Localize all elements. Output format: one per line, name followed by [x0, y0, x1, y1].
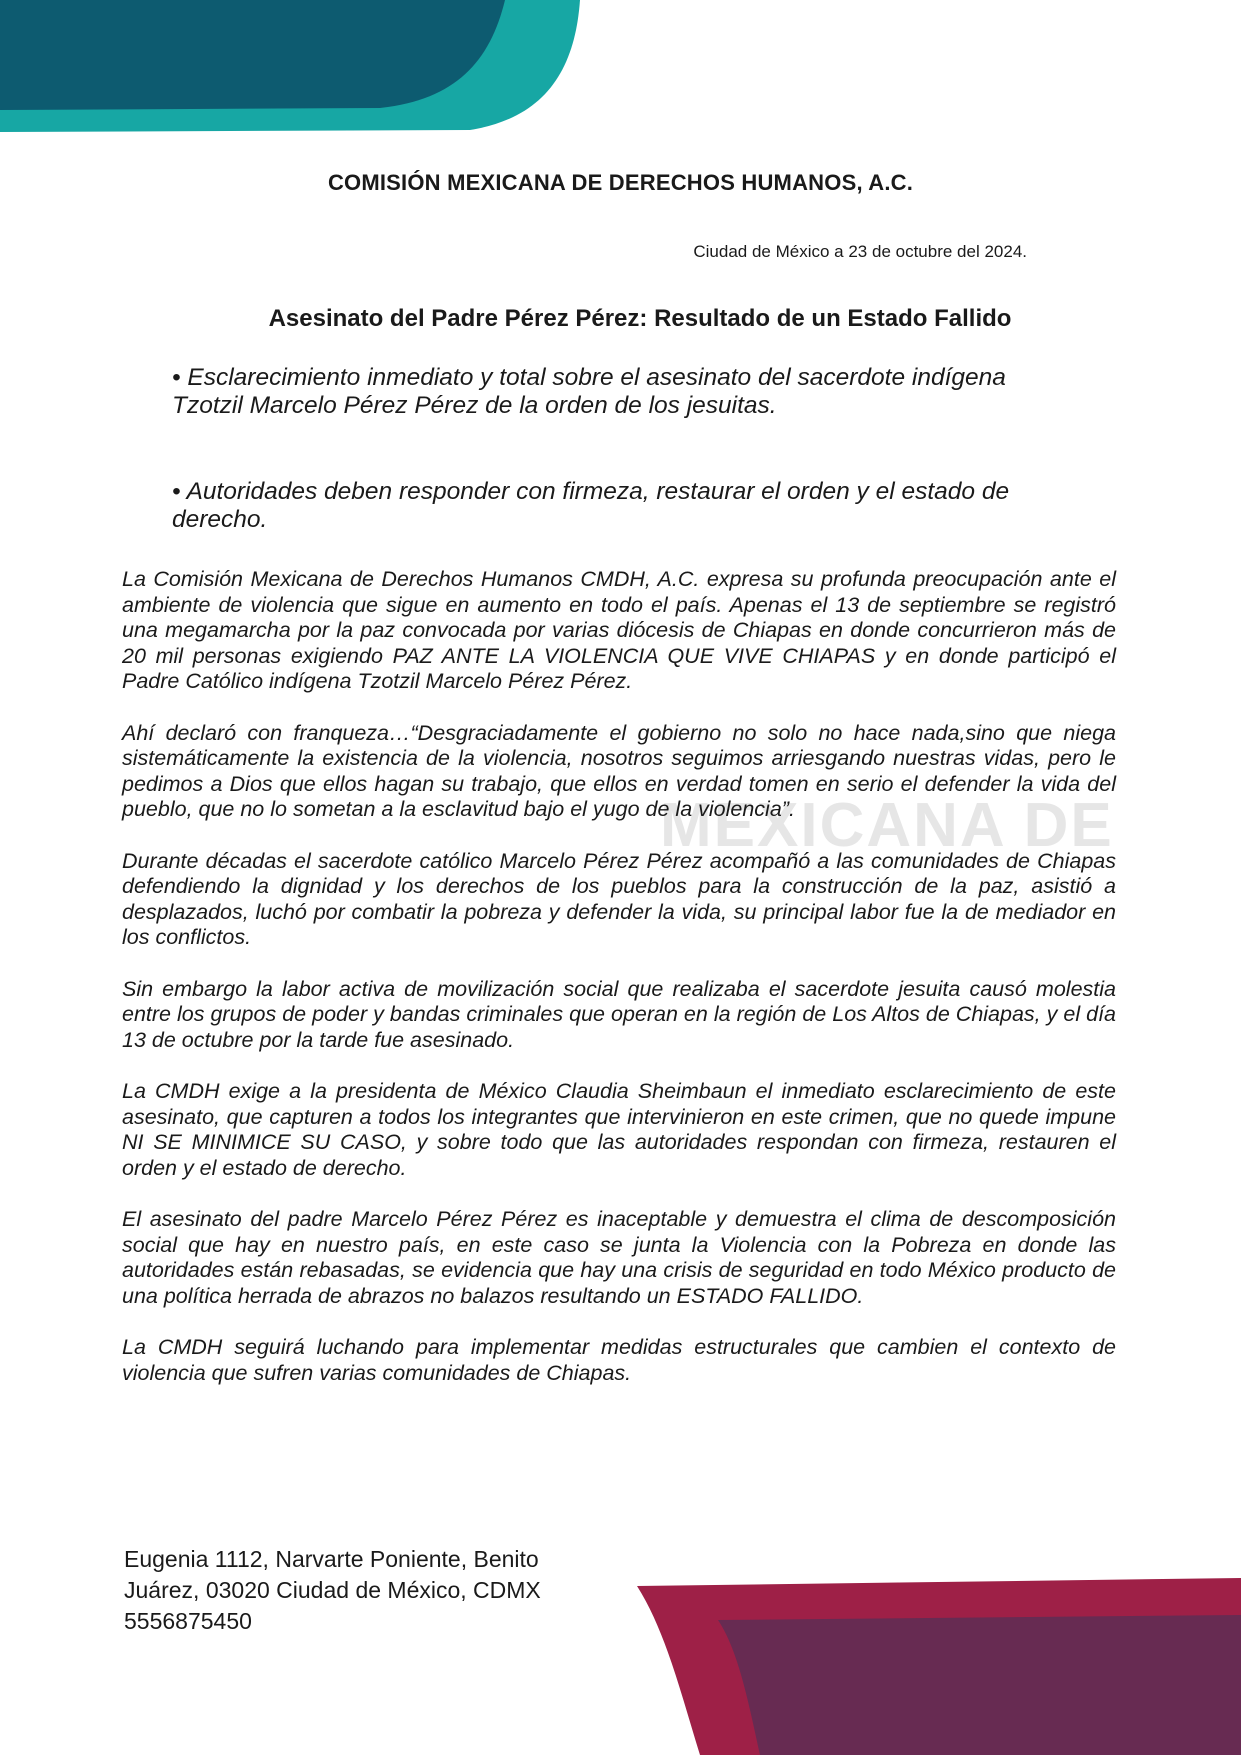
address-line: Eugenia 1112, Narvarte Poniente, Benito [124, 1546, 539, 1572]
page-title: Asesinato del Padre Pérez Pérez: Resultado de un Estado Fallido [268, 305, 1012, 332]
watermark-text: MEXICANA DE [660, 791, 1114, 860]
bullet-item: • Esclarecimiento inmediato y total sobre el asesinato del sacerdote indígena Tzotzil Marcelo Pérez Pérez de la orden de los jesuitas. [172, 364, 1006, 419]
footer-swoosh-crimson [637, 1578, 1241, 1755]
header-swoosh-light [0, 0, 580, 132]
address-line: Juárez, 03020 Ciudad de México, CDMX [124, 1577, 541, 1603]
footer-address [124, 1544, 541, 1637]
phone-number: 5556875450 [124, 1608, 252, 1634]
bullet-item: • Autoridades deben responder con firmeza, restaurar el orden y el estado de derecho. [172, 478, 1010, 533]
body-paragraph: Ahí declaró con franqueza…“Desgraciadamente el gobierno no solo no hace nada,sino que niega sistemáticamente la existencia de la violencia, nosotros seguimos arriesgando nuestras vidas, pero le pedimos a Dios que ellos hagan su trabajo, que ellos en verdad tomen en serio el defender la vida del pueblo, que no lo sometan a la esclavitud bajo el yugo de la violencia”. [122, 720, 1116, 821]
date-line: Ciudad de México a 23 de octubre del 2024. [693, 242, 1027, 261]
body-paragraph: El asesinato del padre Marcelo Pérez Pérez es inaceptable y demuestra el clima de descomposición social que hay en nuestro país, en este caso se junta la Violencia con la Pobreza en donde las autoridades están rebasadas, se evidencia que hay una crisis de seguridad en todo México producto de una política herrada de abrazos no balazos resultando un ESTADO FALLIDO. [122, 1207, 1116, 1308]
body-paragraph: Durante décadas el sacerdote católico Marcelo Pérez Pérez acompañó a las comunidades de Chiapas defendiendo la dignidad y los derechos de los pueblos para la construcción de la paz, asistió a desplazados, luchó por combatir la pobreza y defender la vida, su principal labor fue la de mediador en los conflictos. [122, 848, 1116, 949]
header-swoosh-dark [0, 0, 505, 110]
organization-title: COMISIÓN MEXICANA DE DERECHOS HUMANOS, A.C. [327, 170, 914, 195]
body-text [122, 567, 1116, 1412]
footer-swoosh-plum [718, 1615, 1241, 1755]
body-paragraph: La Comisión Mexicana de Derechos Humanos CMDH, A.C. expresa su profunda preocupación ante el ambiente de violencia que sigue en aumento en todo el país. Apenas el 13 de septiembre se registró una megamarcha por la paz convocada por varias diócesis de Chiapas en donde concurrieron más de 20 mil personas exigiendo PAZ ANTE LA VIOLENCIA QUE VIVE CHIAPAS y en donde participó el Padre Católico indígena Tzotzil Marcelo Pérez Pérez. [122, 567, 1116, 693]
body-paragraph: La CMDH exige a la presidenta de México Claudia Sheimbaun el inmediato esclarecimiento de este asesinato, que capturen a todos los integrantes que intervinieron en este crimen, que no quede impune NI SE MINIMICE SU CASO, y sobre todo que las autoridades respondan con firmeza, restauren el orden y el estado de derecho. [122, 1079, 1116, 1180]
body-paragraph: La CMDH seguirá luchando para implementar medidas estructurales que cambien el contexto de violencia que sufren varias comunidades de Chiapas. [122, 1335, 1116, 1385]
body-paragraph: Sin embargo la labor activa de movilización social que realizaba el sacerdote jesuita causó molestia entre los grupos de poder y bandas criminales que operan en la región de Los Altos de Chiapas, y el día 13 de octubre por la tarde fue asesinado. [122, 976, 1116, 1052]
